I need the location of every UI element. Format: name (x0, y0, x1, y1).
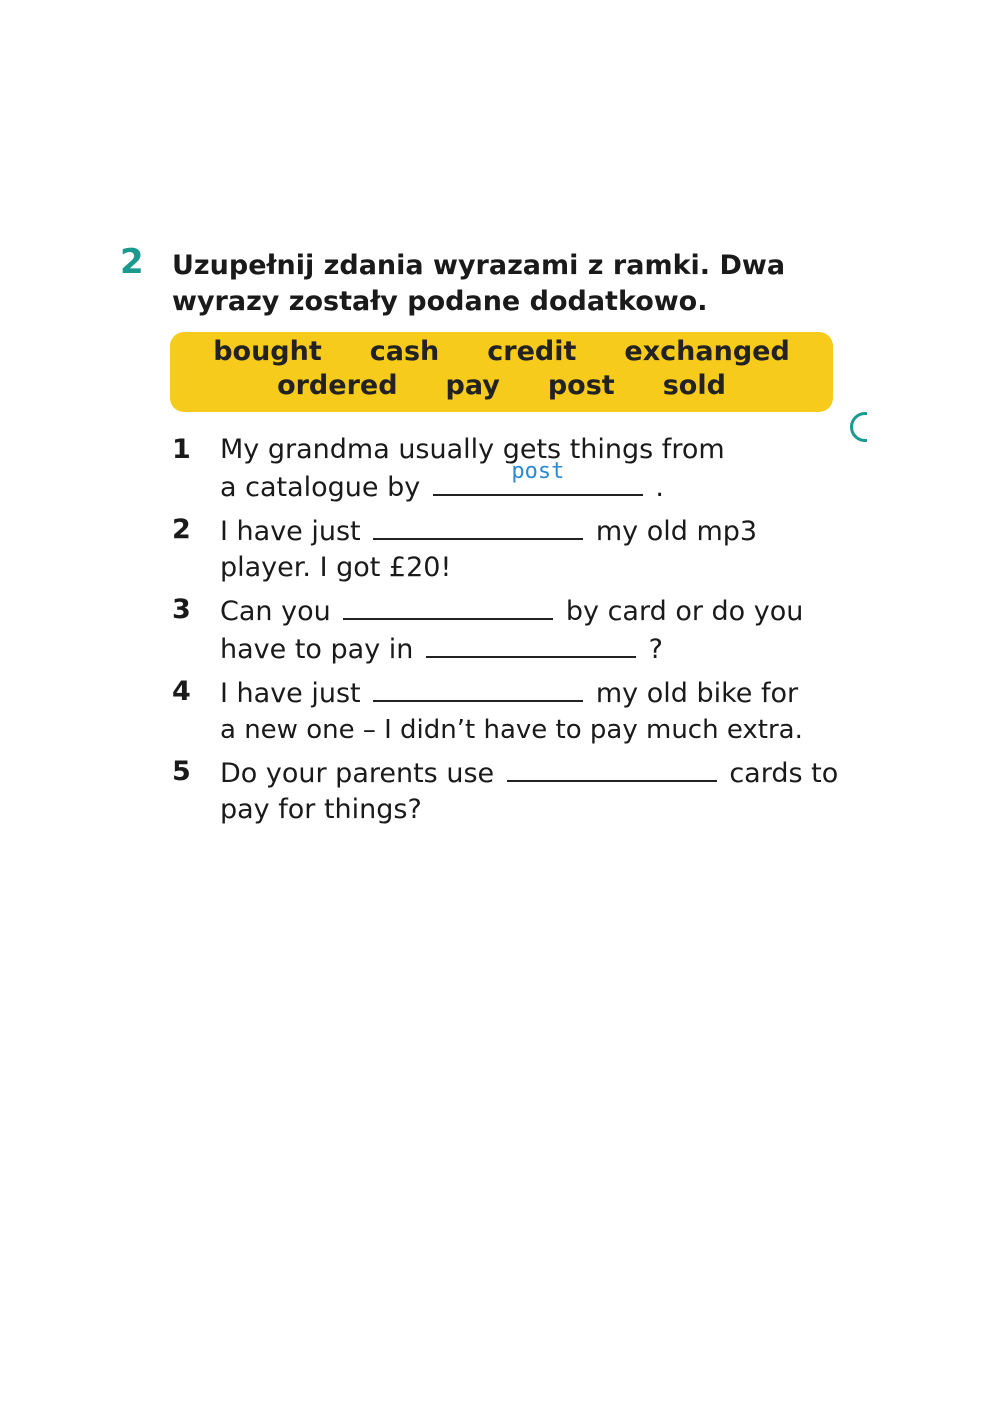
item-text-fragment: have to pay in (220, 634, 414, 665)
exercise-instruction (172, 248, 852, 320)
item-line: pay for things? (220, 794, 422, 825)
item-text-fragment: cards to (729, 758, 839, 789)
item-line: player. I got £20! (220, 552, 452, 583)
item-text-fragment: . (655, 472, 665, 503)
word-option: ordered (277, 370, 398, 401)
instruction-line-2: wyrazy zostały podane dodatkowo. (172, 286, 708, 317)
word-box-row-2 (170, 370, 833, 401)
item-line: My grandma usually gets things from (220, 434, 725, 465)
instruction-line-1: Uzupełnij zdania wyrazami z ramki. Dwa (172, 250, 786, 281)
item-text-fragment: Can you (220, 596, 331, 627)
item-number: 4 (172, 676, 191, 707)
item-number: 3 (172, 594, 191, 625)
item-text-fragment: Do your parents use (220, 758, 495, 789)
word-option: cash (369, 336, 440, 367)
exercise-item-2 (172, 512, 872, 586)
answer-blank[interactable] (373, 512, 583, 540)
word-option: post (547, 370, 615, 401)
answer-blank[interactable] (507, 754, 717, 782)
item-number: 1 (172, 434, 191, 465)
answer-text: post (511, 459, 565, 484)
exercise-item-4 (172, 674, 872, 748)
item-number: 2 (172, 514, 191, 545)
item-text-fragment: I have just (220, 678, 361, 709)
word-box (170, 332, 833, 412)
item-text-fragment: a catalogue by (220, 472, 421, 503)
exercise-number: 2 (120, 242, 144, 282)
item-line: a new one – I didn’t have to pay much extra. (220, 715, 803, 745)
item-number: 5 (172, 756, 191, 787)
answer-blank[interactable] (426, 630, 636, 658)
item-text-fragment: ? (648, 634, 663, 665)
word-option: credit (487, 336, 577, 367)
word-option: bought (213, 336, 322, 367)
word-option: sold (662, 370, 726, 401)
exercise-item-5 (172, 754, 872, 828)
exercise-item-1 (172, 432, 872, 506)
word-option: exchanged (624, 336, 790, 367)
item-text-fragment: by card or do you (565, 596, 804, 627)
word-box-row-1 (170, 336, 833, 367)
item-text-fragment: I have just (220, 516, 361, 547)
answer-blank[interactable] (433, 459, 643, 496)
item-text-fragment: my old bike for (595, 678, 799, 709)
exercise-items (172, 432, 872, 834)
answer-blank[interactable] (343, 592, 553, 620)
answer-blank[interactable] (373, 674, 583, 702)
exercise-item-3 (172, 592, 872, 668)
word-option: pay (445, 370, 500, 401)
item-text-fragment: my old mp3 (595, 516, 758, 547)
